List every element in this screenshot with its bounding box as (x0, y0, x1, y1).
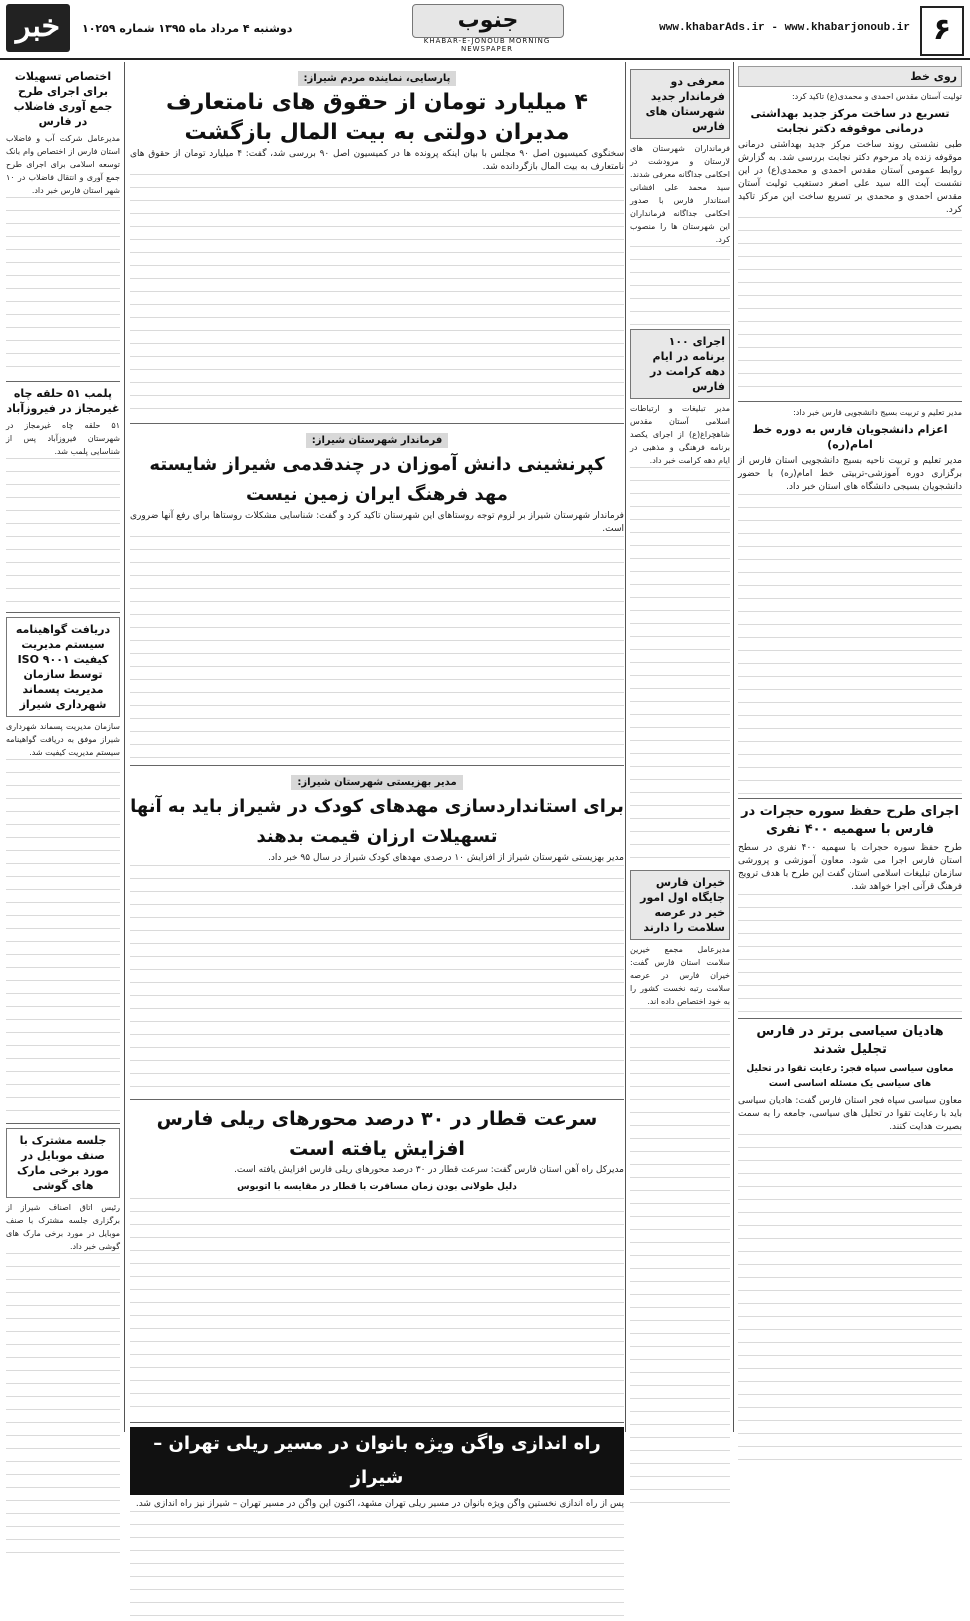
article-headline: تسریع در ساخت مرکز جدید بهداشتی درمانی موقوفه دکتر نجابت (750, 107, 950, 135)
body-text-lines (738, 217, 962, 397)
article-kicker: پارسایی، نماینده مردم شیراز: (298, 71, 457, 86)
article-headline: اختصاص تسهیلات برای اجرای طرح جمع آوری فاضلاب در فارس (13, 70, 113, 128)
body-text-lines (130, 174, 624, 419)
body-text-lines (130, 1511, 624, 1621)
body-text-lines (738, 894, 962, 1014)
body-text-lines (738, 1134, 962, 1464)
article-headline: اعزام دانشجویان فارس به دوره خط امام(ره) (752, 423, 948, 451)
article-body: مدیرکل راه آهن استان فارس گفت: سرعت قطار در ۳۰ درصد محورهای ریلی فارس افزایش یافته است. (234, 1165, 624, 1175)
article-body: طبی نشستی روند ساخت مرکز جدید بهداشتی درمانی موقوفه زنده یاد مرحوم دکتر نجابت بررسی شد. به گزارش روابط عمومی آستان مقدس احمدی و محمدی(ع) در این نشست آیت الله سید علی اصغر دستغیب تولیت آستان مقدس احمدی و محمدی بر تسریع ساخت این مرکز تاکید کرد. (738, 140, 962, 215)
website-urls: www.khabarAds.ir - www.khabarjonoub.ir (659, 22, 910, 34)
main-area (130, 66, 624, 1509)
article-subheadline: دلیل طولانی بودن زمان مسافرت با قطار در مقایسه با اتوبوس (237, 1182, 517, 1192)
issue-date: دوشنبه ۴ مرداد ماه ۱۳۹۵ شماره ۱۰۲۵۹ (82, 22, 293, 35)
column-rule (625, 62, 626, 1432)
article-body: فرماندار شهرستان شیراز بر لزوم توجه روستاهای این شهرستان تاکید کرد و گفت: شناسایی مشکلات روستاها برای رفع آنها ضروری است. (130, 511, 624, 534)
article-headline: دریافت گواهینامه سیستم مدیریت کیفیت ISO ۹۰۰۱ توسط سازمان مدیریت پسماند شهرداری شیراز (6, 617, 120, 717)
article-banner-headline: راه اندازی واگن ویژه بانوان در مسیر ریلی تهران – شیراز (130, 1427, 624, 1495)
article-body: طرح حفظ سوره حجرات با سهمیه ۴۰۰ نفری در سطح استان فارس اجرا می شود. معاون آموزشی و پرورشی سازمان تبلیغات اسلامی استان گفت این طرح با هدف ترویج فرهنگ قرآنی اجرا خواهد شد. (738, 843, 962, 892)
newspaper-logo: خبر (6, 4, 70, 52)
body-text-lines (6, 458, 120, 608)
left-column (6, 66, 120, 1432)
article-body: سازمان مدیریت پسماند شهرداری شیراز موفق به دریافت گواهینامه سیستم مدیریت کیفیت شد. (6, 722, 120, 757)
article-headline: پلمب ۵۱ حلقه چاه غیرمجاز در فیروزآباد (6, 387, 120, 415)
article-headline: اجرای طرح حفظ سوره حجرات در فارس با سهمیه ۴۰۰ نفری (741, 804, 959, 837)
article-intro: تولیت آستان مقدس احمدی و محمدی(ع) تاکید کرد: (791, 92, 962, 101)
briefs-column (630, 66, 730, 1432)
article-body: سخنگوی کمیسیون اصل ۹۰ مجلس با بیان اینکه پرونده ها در کمیسیون اصل ۹۰ بررسی شد، گفت: ۴ میلیارد تومان از حقوق های نامتعارف به بیت المال بازگردانده شد. (130, 149, 624, 172)
article-body: معاون سیاسی سپاه فجر استان فارس گفت: هادیان سیاسی باید با رعایت تقوا در تحلیل های سیاسی، جامعه را به سمت بصیرت هدایت کنند. (738, 1096, 962, 1132)
article-headline: هادیان سیاسی برتر در فارس تجلیل شدند (756, 1024, 944, 1057)
body-text-lines (630, 1008, 730, 1508)
article-body: مدیرعامل شرکت آب و فاضلاب استان فارس از اختصاص وام بانک توسعه اسلامی برای اجرای طرح جمع آوری و انتقال فاضلاب در ۱۰ شهر استان فارس خبر داد. (6, 134, 120, 195)
body-text-lines (738, 494, 962, 794)
brief-body: فرمانداران شهرستان های لارستان و مرودشت در احکامی جداگانه معرفی شدند. سید محمد علی افشانی استاندار فارس با صدور احکامی جداگانه فرمانداران این شهرستان ها را منصوب کرد. (630, 144, 730, 244)
body-text-lines (130, 865, 624, 1095)
section-name: جنوب (412, 4, 564, 38)
body-text-lines (630, 467, 730, 867)
body-text-lines (130, 1198, 624, 1418)
column-box-title: روی خط (738, 66, 962, 87)
article-headline: جلسه مشترک با صنف موبایل در مورد برخی مارک های گوشی (6, 1128, 120, 1198)
body-text-lines (630, 246, 730, 326)
article-body: ۵۱ حلقه چاه غیرمجاز در شهرستان فیروزآباد پس از شناسایی پلمب شد. (6, 421, 120, 456)
brief-headline: خیران فارس جایگاه اول امور خیر در عرصه سلامت را دارند (630, 870, 730, 940)
article-body: مدیر بهزیستی شهرستان شیراز از افزایش ۱۰ درصدی مهدهای کودک شیراز در سال ۹۵ خبر داد. (268, 853, 624, 863)
body-text-lines (6, 759, 120, 1119)
article-subheadline: معاون سیاسی سپاه فجر: رعایت تقوا در تحلیل های سیاسی یک مسئله اساسی است (746, 1064, 954, 1089)
article-body: مدیر تعلیم و تربیت ناحیه بسیج دانشجویی استان فارس از برگزاری دوره آموزشی-تربیتی خط امام(ره) با حضور دانشجویان بسیجی دانشگاه های استان خبر داد. (738, 456, 962, 492)
article-kicker: مدیر بهزیستی شهرستان شیراز: (291, 775, 462, 790)
article-body: پس از راه اندازی نخستین واگن ویژه بانوان در مسیر ریلی تهران مشهد، اکنون این واگن در مسیر تهران – شیراز نیز راه اندازی شد. (135, 1499, 624, 1509)
article-body: رئیس اتاق اصناف شیراز از برگزاری جلسه مشترک با صنف موبایل در مورد برخی مارک های گوشی خبر داد. (6, 1203, 120, 1251)
page-number: ۶ (920, 6, 964, 56)
article-intro: مدیر تعلیم و تربیت بسیج دانشجویی فارس خبر داد: (793, 408, 962, 417)
article-kicker: فرماندار شهرستان شیراز: (306, 433, 449, 448)
body-text-lines (130, 536, 624, 761)
brief-body: مدیر تبلیغات و ارتباطات اسلامی آستان مقدس شاهچراغ(ع) از اجرای یکصد برنامه فرهنگی و مذهبی در ایام دهه کرامت خبر داد. (630, 404, 730, 465)
brief-body: مدیرعامل مجمع خیرین سلامت استان فارس گفت: خیران فارس در عرصه سلامت رتبه نخست کشور را به خود اختصاص داده اند. (630, 945, 730, 1006)
section-name-en: KHABAR-E-JONOUB MORNING NEWSPAPER (423, 37, 551, 53)
brief-headline: اجرای ۱۰۰ برنامه در ایام دهه کرامت در فارس (630, 329, 730, 399)
lead-headline: ۴ میلیارد تومان از حقوق های نامتعارف مدیران دولتی به بیت المال بازگشت (166, 90, 588, 145)
right-column (738, 66, 962, 1432)
page-header (0, 0, 970, 60)
brief-headline: معرفی دو فرماندار جدید شهرستان های فارس (630, 69, 730, 139)
article-headline: برای استانداردسازی مهدهای کودک در شیراز باید به آنها تسهیلات ارزان قیمت بدهند (130, 796, 624, 847)
column-rule (733, 62, 734, 1432)
article-headline: کپرنشینی دانش آموزان در چندقدمی شیراز شایسته مهد فرهنگ ایران زمین نیست (149, 454, 605, 505)
column-rule (124, 62, 125, 1432)
body-text-lines (6, 197, 120, 377)
article-headline: سرعت قطار در ۳۰ درصد محورهای ریلی فارس افزایش یافته است (156, 1108, 598, 1160)
body-text-lines (6, 1253, 120, 1553)
